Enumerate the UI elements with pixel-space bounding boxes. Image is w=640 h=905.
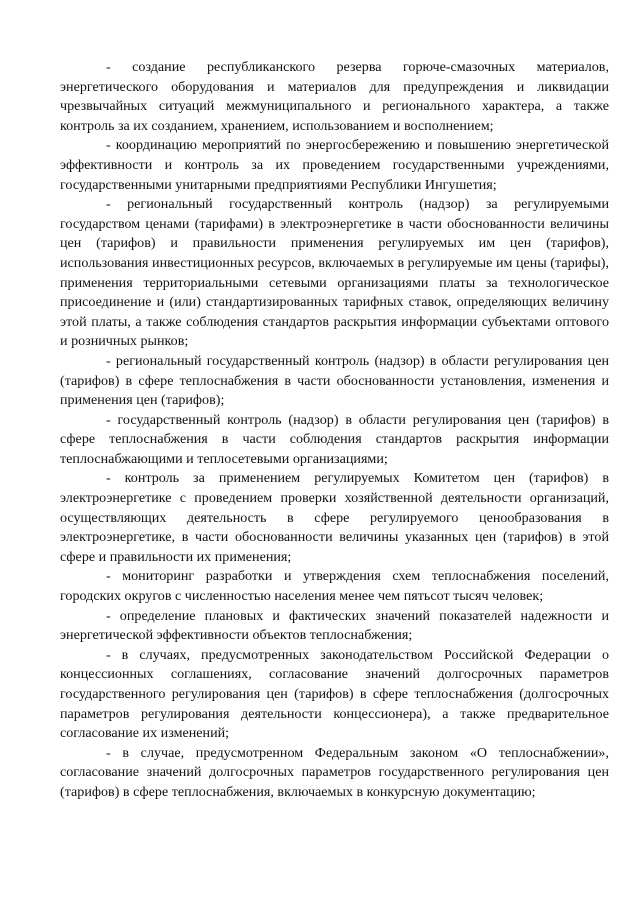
- paragraph-heat-price-control: - региональный государственный контроль (надзор) в области регулирования цен (тарифов) в сфере теплоснабжения в части обоснованности установления, изменения и применения цен (тарифов);: [60, 352, 609, 409]
- paragraph-concession-agreements: - в случаях, предусмотренных законодательством Российской Федерации о концессионных соглашениях, согласование значений долгосрочных параметров государственного регулирования цен (тарифов) в сфере теплоснабжения (долгосрочных параметров регулирования деятельности концессионера), а также предварительное согласование их изменений;: [60, 646, 609, 742]
- paragraph-heat-disclosure-control: - государственный контроль (надзор) в области регулирования цен (тарифов) в сфере теплоснабжения в части соблюдения стандартов раскрытия информации теплоснабжающими и теплосетевыми организациями;: [60, 411, 609, 467]
- paragraph-electricity-price-control: - региональный государственный контроль (надзор) за регулируемыми государством ценами (тарифами) в электроэнергетике в части обоснованности величины цен (тарифов) и правильности применения регулируемых им цен (тарифов), использования инвестиционных ресурсов, включаемых в регулируемые им цены (тарифы), применения территориальными сетевыми организациями платы за технологическое присоединение и (или) стандартизированных тарифных ставок, определяющих величину этой платы, а также соблюдения стандартов раскрытия информации субъектами оптового и розничных рынков;: [60, 196, 609, 350]
- document-body: [60, 58, 609, 803]
- paragraph-energy-saving: - координацию мероприятий по энергосбережению и повышению энергетической эффективности и контроль за их проведением государственными учреждениями, государственными унитарными предприятиями Республики Ингушетия;: [60, 137, 609, 193]
- paragraph-tender-documentation: - в случае, предусмотренном Федеральным законом «О теплоснабжении», согласование значений долгосрочных параметров государственного регулирования цен (тарифов) в сфере теплоснабжения, включаемых в конкурсную документацию;: [60, 744, 609, 800]
- paragraph-tariff-application-control: - контроль за применением регулируемых Комитетом цен (тарифов) в электроэнергетике с проведением проверки хозяйственной деятельности организаций, осуществляющих деятельность в сфере регулируемого ценообразования в электроэнергетике, в части обоснованности величины указанных цен (тарифов) в этой сфере и правильности их применения;: [60, 470, 609, 565]
- paragraph-reliability-indicators: - определение плановых и фактических значений показателей надежности и энергетической эффективности объектов теплоснабжения;: [60, 607, 609, 644]
- paragraph-heat-scheme-monitoring: - мониторинг разработки и утверждения схем теплоснабжения поселений, городских округов с численностью населения менее чем пятьсот тысяч человек;: [60, 568, 609, 605]
- paragraph-fuel-reserve: - создание республиканского резерва горюче-смазочных материалов, энергетического оборудования и материалов для предупреждения и ликвидации чрезвычайных ситуаций межмуниципального и регионального характера, а также контроль за их созданием, хранением, использованием и восполнением;: [60, 59, 609, 134]
